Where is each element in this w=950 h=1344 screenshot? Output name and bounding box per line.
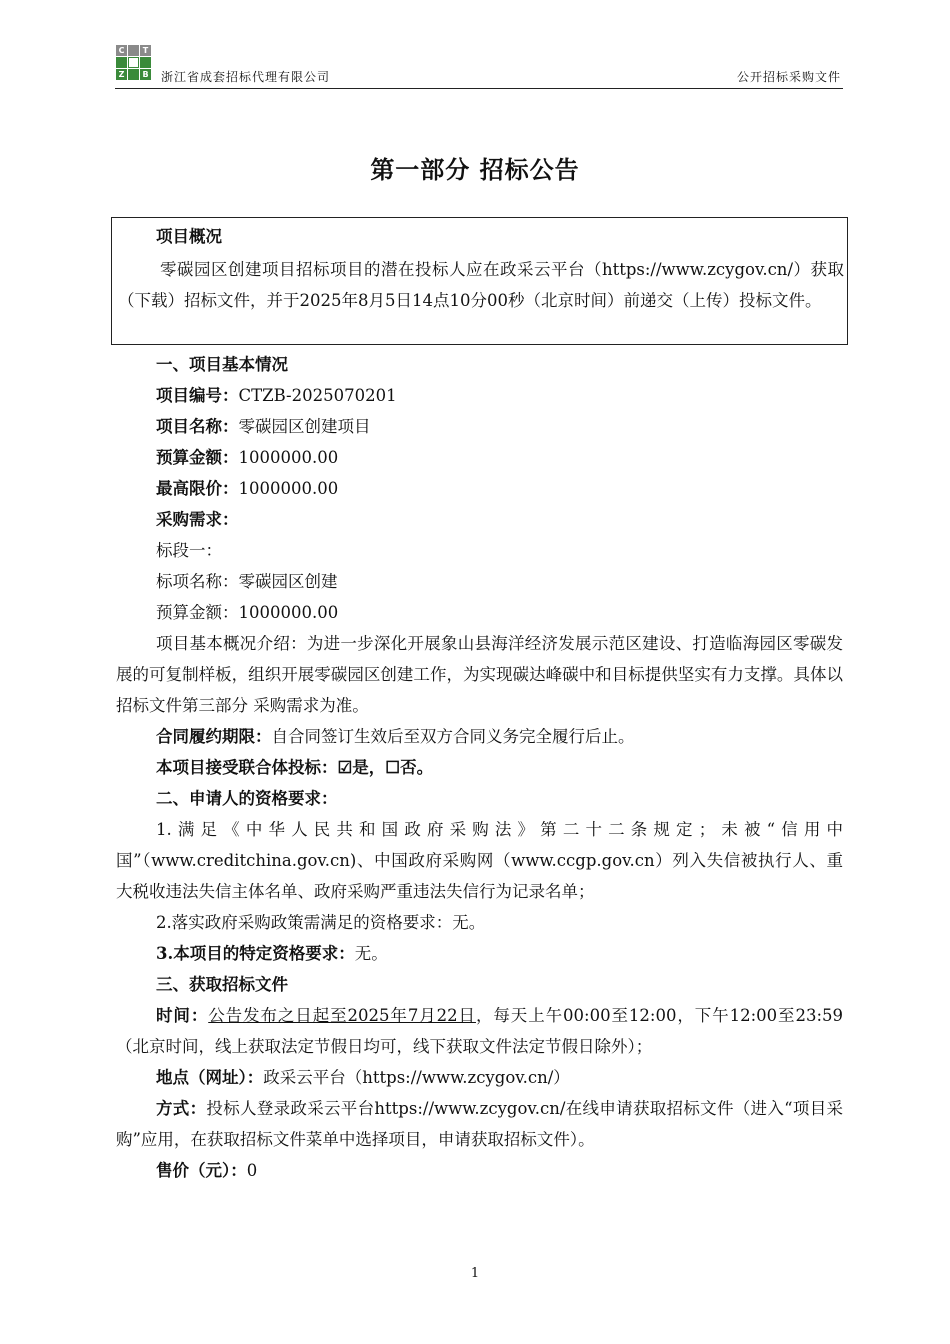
specific-qualification-label: 3.本项目的特定资格要求： [156, 944, 355, 963]
max-price-label: 最高限价： [156, 479, 239, 498]
contract-period: 自合同签订生效后至双方合同义务完全履行后止。 [271, 727, 635, 746]
logo-cell-green1 [116, 57, 127, 68]
demand-label: 采购需求： [156, 510, 239, 529]
max-price-row [116, 473, 843, 504]
company-logo [115, 44, 153, 84]
company-name: 浙江省成套招标代理有限公司 [161, 70, 331, 84]
lot-label: 标段一： [156, 541, 222, 560]
price-label: 售价（元）： [156, 1161, 247, 1180]
logo-cell-t: T [140, 45, 151, 56]
logo-cell-green2 [140, 57, 151, 68]
time-details: ，每天上午00:00至12:00，下午12:00至23:59（北京时间，线上获取法定节假日均可，线下获取文件法定节假日除外）； [116, 1006, 843, 1056]
qualification-item-2: 2.落实政府采购政策需满足的资格要求：无。 [156, 913, 486, 932]
budget-amount: 1000000.00 [238, 448, 339, 467]
place-label: 地点（网址）： [156, 1068, 264, 1087]
logo-cell-b: B [140, 69, 151, 80]
section2-heading: 二、申请人的资格要求： [156, 789, 338, 808]
place-url: 政采云平台（https://www.zcygov.cn/） [263, 1068, 570, 1087]
max-price: 1000000.00 [238, 479, 339, 498]
section1-heading: 一、项目基本情况 [156, 355, 288, 374]
project-name: 零碳园区创建项目 [238, 417, 371, 436]
method-label: 方式： [156, 1099, 207, 1118]
demand-row [116, 504, 843, 535]
lot-name: 标项名称：零碳园区创建 [156, 572, 338, 591]
time-period: 公告发布之日起至2025年7月22日 [208, 1006, 476, 1025]
contract-period-label: 合同履约期限： [156, 727, 272, 746]
acquisition-place [116, 1062, 843, 1093]
overview-paragraph: 零碳园区创建项目招标项目的潜在投标人应在政采云平台（https://www.zcygov.cn/）获取（下载）招标文件，并于2025年8月5日14点10分00秒（北京时间）前递交（上传）投标文件。 [118, 260, 844, 310]
announcement-body [116, 349, 843, 1186]
project-number-label: 项目编号： [156, 386, 239, 405]
logo-cell-z: Z [116, 69, 127, 80]
budget-label: 预算金额： [156, 448, 239, 467]
project-name-label: 项目名称： [156, 417, 239, 436]
project-number: CTZB-2025070201 [238, 386, 397, 405]
consortium-statement: 本项目接受联合体投标：☑是，☐否。 [156, 758, 434, 777]
price-value: 0 [246, 1161, 258, 1180]
project-overview-box [111, 217, 848, 345]
project-name-row [116, 411, 843, 442]
logo-cell-blank [128, 45, 139, 56]
logo-cell-c: C [116, 45, 127, 56]
lot-budget: 预算金额：1000000.00 [156, 603, 339, 622]
document-price [116, 1155, 843, 1186]
document-type: 公开招标采购文件 [736, 70, 841, 84]
project-intro: 项目基本概况介绍：为进一步深化开展象山县海洋经济发展示范区建设、打造临海园区零碳发展的可复制样板，组织开展零碳园区创建工作，为实现碳达峰碳中和目标提供坚实有力支撑。具体以招标文件第三部分 采购需求为准。 [116, 634, 843, 715]
overview-text [118, 254, 844, 316]
specific-qualification: 无。 [354, 944, 388, 963]
consortium-row [116, 752, 843, 783]
qualification-item-1: 1.满足《中华人民共和国政府采购法》第二十二条规定；未被“信用中国”（www.creditchina.gov.cn)、中国政府采购网（www.ccgp.gov.cn）列入失信被执行人、重大税收违法失信主体名单、政府采购严重违法失信行为记录名单； [116, 820, 843, 901]
logo-cell-center [128, 57, 139, 68]
time-label: 时间： [156, 1006, 209, 1025]
part-title: 第一部分 招标公告 [370, 155, 580, 184]
method-details: 投标人登录政采云平台https://www.zcygov.cn/在线申请获取招标文件（进入“项目采购”应用，在获取招标文件菜单中选择项目，申请获取招标文件）。 [116, 1099, 843, 1149]
qualification-item-3 [116, 938, 843, 969]
page-number: 1 [470, 1266, 480, 1281]
acquisition-method [116, 1093, 843, 1155]
overview-heading: 项目概况 [156, 227, 222, 246]
acquisition-time [116, 1000, 843, 1062]
section3-heading: 三、获取招标文件 [156, 975, 288, 994]
contract-period-row [116, 721, 843, 752]
project-number-row [116, 380, 843, 411]
page-header [115, 44, 843, 89]
logo-cell-green3 [128, 69, 139, 80]
budget-row [116, 442, 843, 473]
